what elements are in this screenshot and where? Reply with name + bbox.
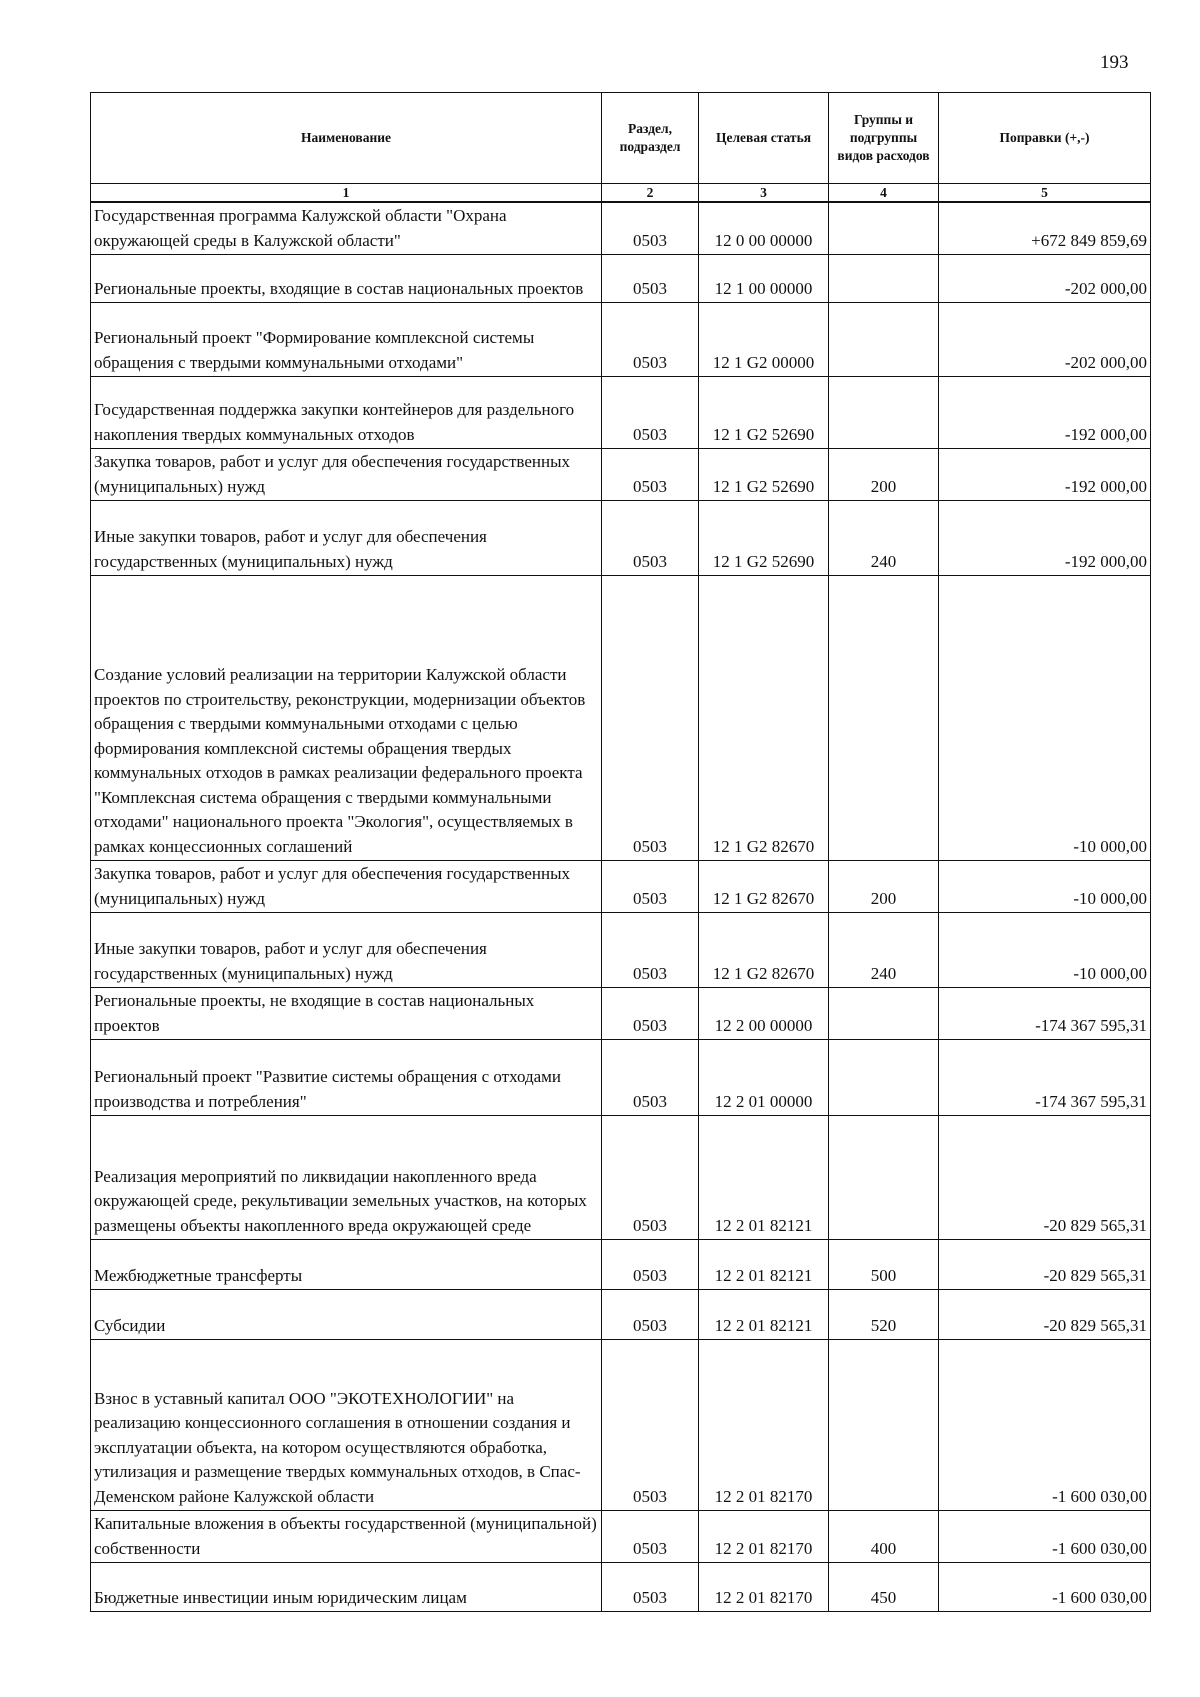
row-amount: -174 367 595,31 bbox=[939, 1040, 1151, 1116]
row-group: 520 bbox=[829, 1290, 939, 1340]
row-group bbox=[829, 377, 939, 449]
row-section: 0503 bbox=[602, 202, 699, 255]
column-number: 5 bbox=[939, 184, 1151, 203]
row-group: 400 bbox=[829, 1511, 939, 1563]
row-section: 0503 bbox=[602, 449, 699, 501]
row-amount: -202 000,00 bbox=[939, 255, 1151, 303]
row-target: 12 2 01 82121 bbox=[699, 1116, 829, 1240]
table-row bbox=[91, 1563, 1151, 1612]
table-row bbox=[91, 1511, 1151, 1563]
table-row bbox=[91, 377, 1151, 449]
row-group: 200 bbox=[829, 861, 939, 913]
row-target: 12 2 01 82170 bbox=[699, 1563, 829, 1612]
row-amount: -174 367 595,31 bbox=[939, 988, 1151, 1040]
row-target: 12 2 01 82170 bbox=[699, 1511, 829, 1563]
row-section: 0503 bbox=[602, 1511, 699, 1563]
row-amount: -202 000,00 bbox=[939, 303, 1151, 377]
row-amount: -1 600 030,00 bbox=[939, 1563, 1151, 1612]
row-group: 200 bbox=[829, 449, 939, 501]
row-target: 12 1 G2 00000 bbox=[699, 303, 829, 377]
row-name: Капитальные вложения в объекты государственной (муниципальной) собственности bbox=[91, 1511, 602, 1563]
row-section: 0503 bbox=[602, 1240, 699, 1290]
row-name: Межбюджетные трансферты bbox=[91, 1240, 602, 1290]
row-section: 0503 bbox=[602, 377, 699, 449]
table-row bbox=[91, 913, 1151, 988]
header-name: Наименование bbox=[91, 93, 602, 184]
table-row bbox=[91, 255, 1151, 303]
row-section: 0503 bbox=[602, 1290, 699, 1340]
row-amount: -192 000,00 bbox=[939, 501, 1151, 576]
column-number: 4 bbox=[829, 184, 939, 203]
row-group bbox=[829, 255, 939, 303]
row-group: 240 bbox=[829, 913, 939, 988]
header-row bbox=[91, 93, 1151, 184]
row-section: 0503 bbox=[602, 255, 699, 303]
table-row bbox=[91, 501, 1151, 576]
table-row bbox=[91, 1040, 1151, 1116]
row-section: 0503 bbox=[602, 1563, 699, 1612]
row-name: Субсидии bbox=[91, 1290, 602, 1340]
row-name: Государственная программа Калужской области "Охрана окружающей среды в Калужской области" bbox=[91, 202, 602, 255]
header-group: Группы и подгруппы видов расходов bbox=[829, 93, 939, 184]
row-section: 0503 bbox=[602, 1040, 699, 1116]
header-target: Целевая статья bbox=[699, 93, 829, 184]
column-number: 1 bbox=[91, 184, 602, 203]
row-target: 12 1 00 00000 bbox=[699, 255, 829, 303]
row-target: 12 1 G2 82670 bbox=[699, 861, 829, 913]
row-target: 12 1 G2 52690 bbox=[699, 449, 829, 501]
row-group: 450 bbox=[829, 1563, 939, 1612]
row-target: 12 2 01 82121 bbox=[699, 1290, 829, 1340]
page-number: 193 bbox=[1100, 52, 1129, 73]
row-amount: -20 829 565,31 bbox=[939, 1116, 1151, 1240]
row-target: 12 1 G2 52690 bbox=[699, 501, 829, 576]
table-row bbox=[91, 449, 1151, 501]
budget-amendments-table bbox=[90, 92, 1151, 1612]
row-group bbox=[829, 1116, 939, 1240]
table-row bbox=[91, 303, 1151, 377]
row-target: 12 0 00 00000 bbox=[699, 202, 829, 255]
row-amount: +672 849 859,69 bbox=[939, 202, 1151, 255]
row-group bbox=[829, 303, 939, 377]
table-header bbox=[91, 93, 1151, 203]
row-group: 500 bbox=[829, 1240, 939, 1290]
row-name: Взнос в уставный капитал ООО "ЭКОТЕХНОЛОГИИ" на реализацию концессионного соглашения в отношении создания и эксплуатации объекта, на котором осуществляются обработка, утилизация и размещение твердых коммунальных отходов, в Спас-Деменском районе Калужской области bbox=[91, 1340, 602, 1511]
row-name: Закупка товаров, работ и услуг для обеспечения государственных (муниципальных) нужд bbox=[91, 861, 602, 913]
row-name: Реализация мероприятий по ликвидации накопленного вреда окружающей среде, рекультивации земельных участков, на которых размещены объекты накопленного вреда окружающей среде bbox=[91, 1116, 602, 1240]
row-name: Региональные проекты, входящие в состав национальных проектов bbox=[91, 255, 602, 303]
row-target: 12 2 01 82121 bbox=[699, 1240, 829, 1290]
row-group: 240 bbox=[829, 501, 939, 576]
row-amount: -1 600 030,00 bbox=[939, 1340, 1151, 1511]
row-group bbox=[829, 202, 939, 255]
row-section: 0503 bbox=[602, 1116, 699, 1240]
row-name: Региональный проект "Формирование комплексной системы обращения с твердыми коммунальными отходами" bbox=[91, 303, 602, 377]
column-number: 3 bbox=[699, 184, 829, 203]
row-target: 12 2 00 00000 bbox=[699, 988, 829, 1040]
row-section: 0503 bbox=[602, 861, 699, 913]
column-number-row bbox=[91, 184, 1151, 203]
row-amount: -1 600 030,00 bbox=[939, 1511, 1151, 1563]
row-amount: -20 829 565,31 bbox=[939, 1240, 1151, 1290]
row-name: Региональные проекты, не входящие в состав национальных проектов bbox=[91, 988, 602, 1040]
row-group bbox=[829, 1040, 939, 1116]
row-amount: -10 000,00 bbox=[939, 576, 1151, 861]
row-section: 0503 bbox=[602, 576, 699, 861]
row-name: Иные закупки товаров, работ и услуг для обеспечения государственных (муниципальных) нужд bbox=[91, 913, 602, 988]
row-target: 12 1 G2 82670 bbox=[699, 576, 829, 861]
table-body bbox=[91, 202, 1151, 1612]
row-amount: -20 829 565,31 bbox=[939, 1290, 1151, 1340]
row-amount: -192 000,00 bbox=[939, 377, 1151, 449]
header-section: Раздел, подраздел bbox=[602, 93, 699, 184]
row-group bbox=[829, 576, 939, 861]
row-group bbox=[829, 988, 939, 1040]
table-row bbox=[91, 988, 1151, 1040]
table-row bbox=[91, 1340, 1151, 1511]
table-row bbox=[91, 202, 1151, 255]
row-name: Иные закупки товаров, работ и услуг для обеспечения государственных (муниципальных) нужд bbox=[91, 501, 602, 576]
table-row bbox=[91, 1240, 1151, 1290]
header-amount: Поправки (+,-) bbox=[939, 93, 1151, 184]
table-row bbox=[91, 1116, 1151, 1240]
row-target: 12 1 G2 52690 bbox=[699, 377, 829, 449]
row-group bbox=[829, 1340, 939, 1511]
row-name: Региональный проект "Развитие системы обращения с отходами производства и потребления" bbox=[91, 1040, 602, 1116]
row-section: 0503 bbox=[602, 913, 699, 988]
row-amount: -10 000,00 bbox=[939, 861, 1151, 913]
row-name: Бюджетные инвестиции иным юридическим лицам bbox=[91, 1563, 602, 1612]
column-number: 2 bbox=[602, 184, 699, 203]
row-amount: -10 000,00 bbox=[939, 913, 1151, 988]
row-amount: -192 000,00 bbox=[939, 449, 1151, 501]
row-name: Закупка товаров, работ и услуг для обеспечения государственных (муниципальных) нужд bbox=[91, 449, 602, 501]
table-row bbox=[91, 576, 1151, 861]
row-section: 0503 bbox=[602, 1340, 699, 1511]
row-target: 12 2 01 82170 bbox=[699, 1340, 829, 1511]
row-target: 12 1 G2 82670 bbox=[699, 913, 829, 988]
table-row bbox=[91, 1290, 1151, 1340]
table-row bbox=[91, 861, 1151, 913]
row-section: 0503 bbox=[602, 303, 699, 377]
row-section: 0503 bbox=[602, 501, 699, 576]
row-name: Создание условий реализации на территории Калужской области проектов по строительству, реконструкции, модернизации объектов обращения с твердыми коммунальными отходами с целью формирования комплексной системы обращения твердых коммунальных отходов в рамках реализации федерального проекта "Комплексная система обращения с твердыми коммунальными отходами" национального проекта "Экология", осуществляемых в рамках концессионных соглашений bbox=[91, 576, 602, 861]
row-target: 12 2 01 00000 bbox=[699, 1040, 829, 1116]
row-section: 0503 bbox=[602, 988, 699, 1040]
row-name: Государственная поддержка закупки контейнеров для раздельного накопления твердых коммунальных отходов bbox=[91, 377, 602, 449]
